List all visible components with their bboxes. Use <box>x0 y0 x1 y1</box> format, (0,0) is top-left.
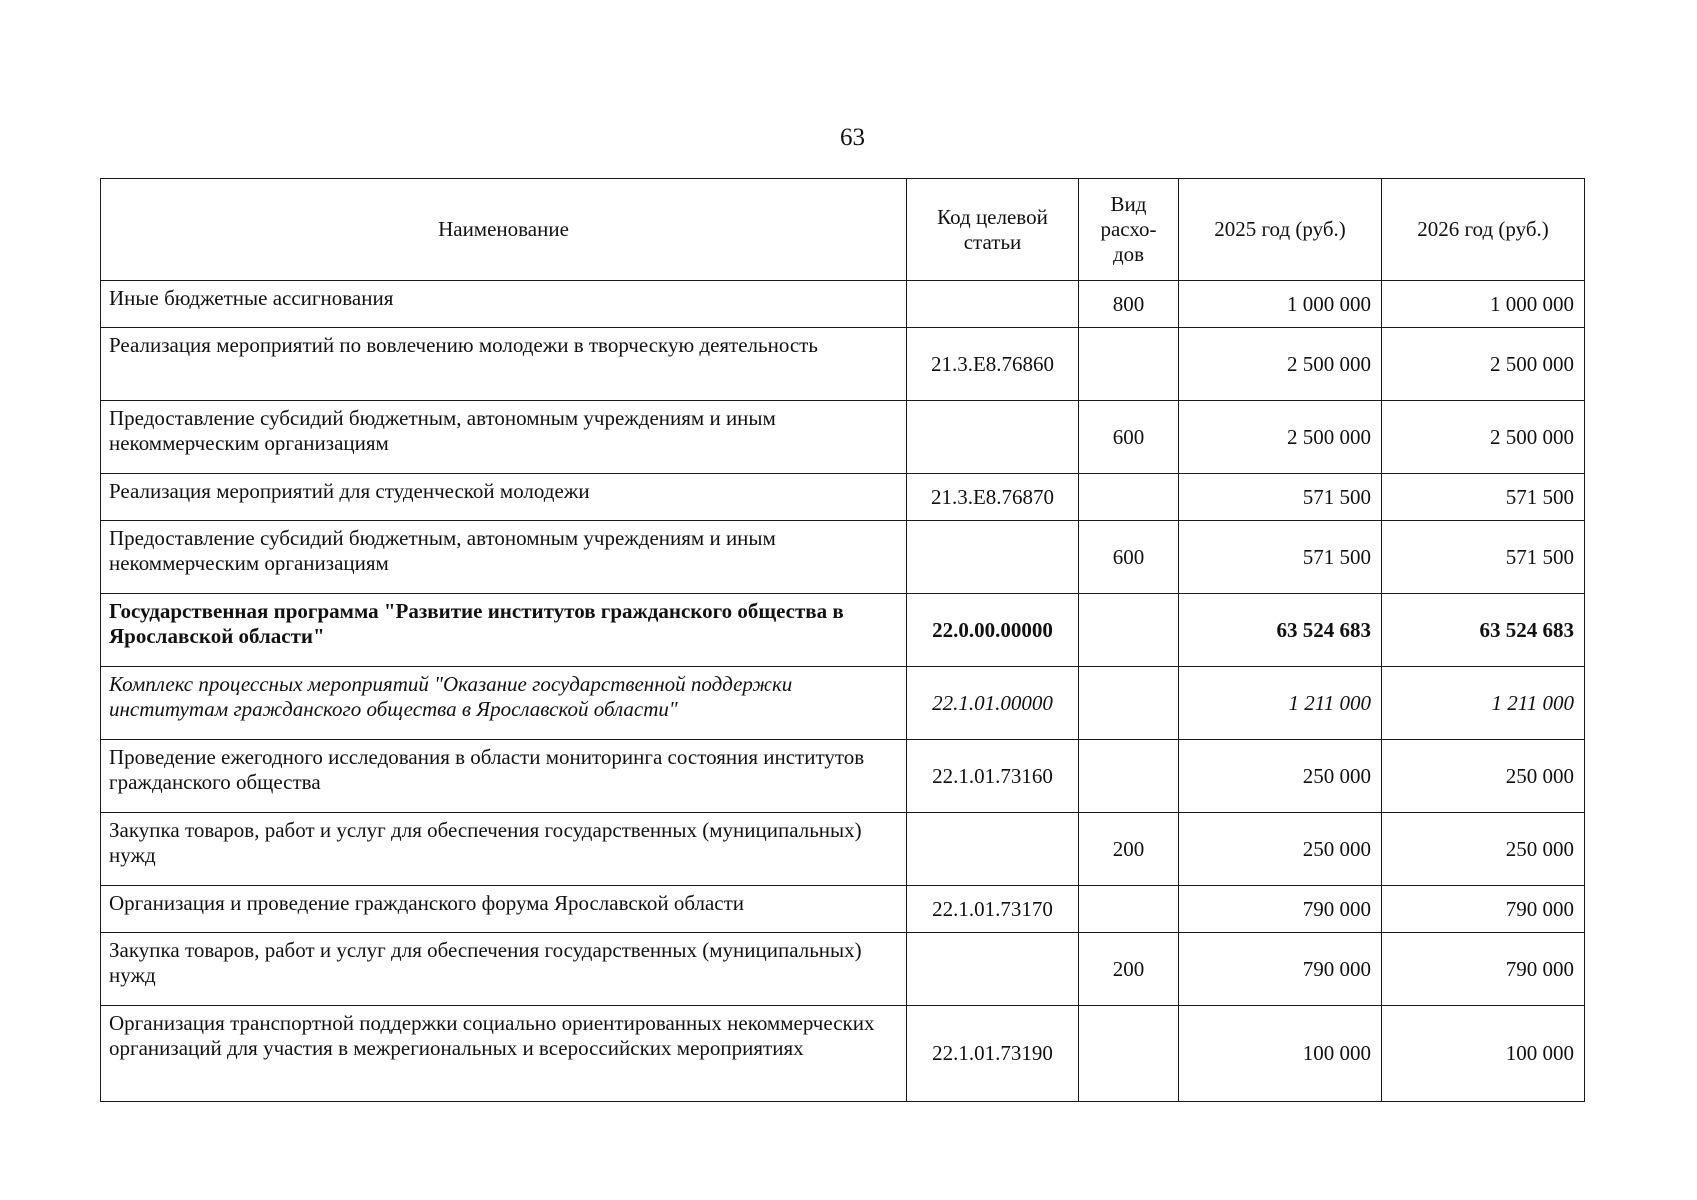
cell-2025: 790 000 <box>1179 886 1382 933</box>
cell-kind <box>1079 886 1179 933</box>
table-body <box>101 281 1585 1102</box>
cell-code <box>907 521 1079 594</box>
cell-2026: 1 000 000 <box>1382 281 1585 328</box>
cell-kind <box>1079 594 1179 667</box>
cell-code: 22.1.01.73190 <box>907 1006 1079 1102</box>
header-name: Наименование <box>101 179 907 281</box>
cell-kind <box>1079 474 1179 521</box>
cell-name: Иные бюджетные ассигнования <box>101 281 907 328</box>
cell-name: Предоставление субсидий бюджетным, автономным учреждениям и иным некоммерческим организациям <box>101 401 907 474</box>
table-header-row <box>101 179 1585 281</box>
cell-name: Реализация мероприятий по вовлечению молодежи в творческую деятельность <box>101 328 907 401</box>
table-row <box>101 594 1585 667</box>
cell-2026: 250 000 <box>1382 813 1585 886</box>
cell-code <box>907 401 1079 474</box>
cell-2025: 1 000 000 <box>1179 281 1382 328</box>
cell-2026: 571 500 <box>1382 474 1585 521</box>
cell-2026: 571 500 <box>1382 521 1585 594</box>
table-row <box>101 401 1585 474</box>
table-row <box>101 933 1585 1006</box>
header-kind: Вид расхо-дов <box>1079 179 1179 281</box>
cell-2026: 63 524 683 <box>1382 594 1585 667</box>
table-row <box>101 521 1585 594</box>
cell-name: Предоставление субсидий бюджетным, автономным учреждениям и иным некоммерческим организациям <box>101 521 907 594</box>
header-2025: 2025 год (руб.) <box>1179 179 1382 281</box>
cell-kind: 800 <box>1079 281 1179 328</box>
cell-2025: 250 000 <box>1179 740 1382 813</box>
page-number: 63 <box>840 124 865 151</box>
cell-code <box>907 281 1079 328</box>
cell-kind: 600 <box>1079 521 1179 594</box>
cell-code: 21.3.E8.76870 <box>907 474 1079 521</box>
cell-code: 22.1.01.73170 <box>907 886 1079 933</box>
cell-kind <box>1079 328 1179 401</box>
cell-2025: 1 211 000 <box>1179 667 1382 740</box>
budget-table <box>100 178 1585 1102</box>
table-row <box>101 474 1585 521</box>
cell-name: Государственная программа "Развитие институтов гражданского общества в Ярославской области" <box>101 594 907 667</box>
cell-2026: 250 000 <box>1382 740 1585 813</box>
cell-2025: 571 500 <box>1179 474 1382 521</box>
cell-code: 22.1.01.73160 <box>907 740 1079 813</box>
table-row <box>101 740 1585 813</box>
cell-2026: 2 500 000 <box>1382 328 1585 401</box>
cell-code: 22.1.01.00000 <box>907 667 1079 740</box>
cell-2025: 63 524 683 <box>1179 594 1382 667</box>
table-row <box>101 886 1585 933</box>
cell-2026: 2 500 000 <box>1382 401 1585 474</box>
cell-2025: 571 500 <box>1179 521 1382 594</box>
cell-code: 22.0.00.00000 <box>907 594 1079 667</box>
cell-2025: 100 000 <box>1179 1006 1382 1102</box>
header-code: Код целевой статьи <box>907 179 1079 281</box>
cell-kind: 200 <box>1079 813 1179 886</box>
cell-name: Реализация мероприятий для студенческой молодежи <box>101 474 907 521</box>
table-row <box>101 813 1585 886</box>
cell-code: 21.3.E8.76860 <box>907 328 1079 401</box>
table-row <box>101 281 1585 328</box>
cell-name: Организация и проведение гражданского форума Ярославской области <box>101 886 907 933</box>
cell-kind: 600 <box>1079 401 1179 474</box>
cell-2025: 2 500 000 <box>1179 401 1382 474</box>
cell-kind <box>1079 667 1179 740</box>
cell-kind <box>1079 1006 1179 1102</box>
cell-name: Комплекс процессных мероприятий "Оказание государственной поддержки институтам гражданского общества в Ярославской области" <box>101 667 907 740</box>
cell-2025: 250 000 <box>1179 813 1382 886</box>
cell-name: Проведение ежегодного исследования в области мониторинга состояния институтов гражданского общества <box>101 740 907 813</box>
table-row <box>101 328 1585 401</box>
cell-2026: 1 211 000 <box>1382 667 1585 740</box>
header-2026: 2026 год (руб.) <box>1382 179 1585 281</box>
cell-kind <box>1079 740 1179 813</box>
cell-2026: 100 000 <box>1382 1006 1585 1102</box>
cell-2026: 790 000 <box>1382 933 1585 1006</box>
cell-2026: 790 000 <box>1382 886 1585 933</box>
cell-2025: 790 000 <box>1179 933 1382 1006</box>
table-row <box>101 1006 1585 1102</box>
cell-kind: 200 <box>1079 933 1179 1006</box>
cell-name: Закупка товаров, работ и услуг для обеспечения государственных (муниципальных) нужд <box>101 933 907 1006</box>
cell-name: Закупка товаров, работ и услуг для обеспечения государственных (муниципальных) нужд <box>101 813 907 886</box>
cell-2025: 2 500 000 <box>1179 328 1382 401</box>
table-row <box>101 667 1585 740</box>
cell-name: Организация транспортной поддержки социально ориентированных некоммерческих организаций для участия в межрегиональных и всероссийских мероприятиях <box>101 1006 907 1102</box>
cell-code <box>907 813 1079 886</box>
cell-code <box>907 933 1079 1006</box>
